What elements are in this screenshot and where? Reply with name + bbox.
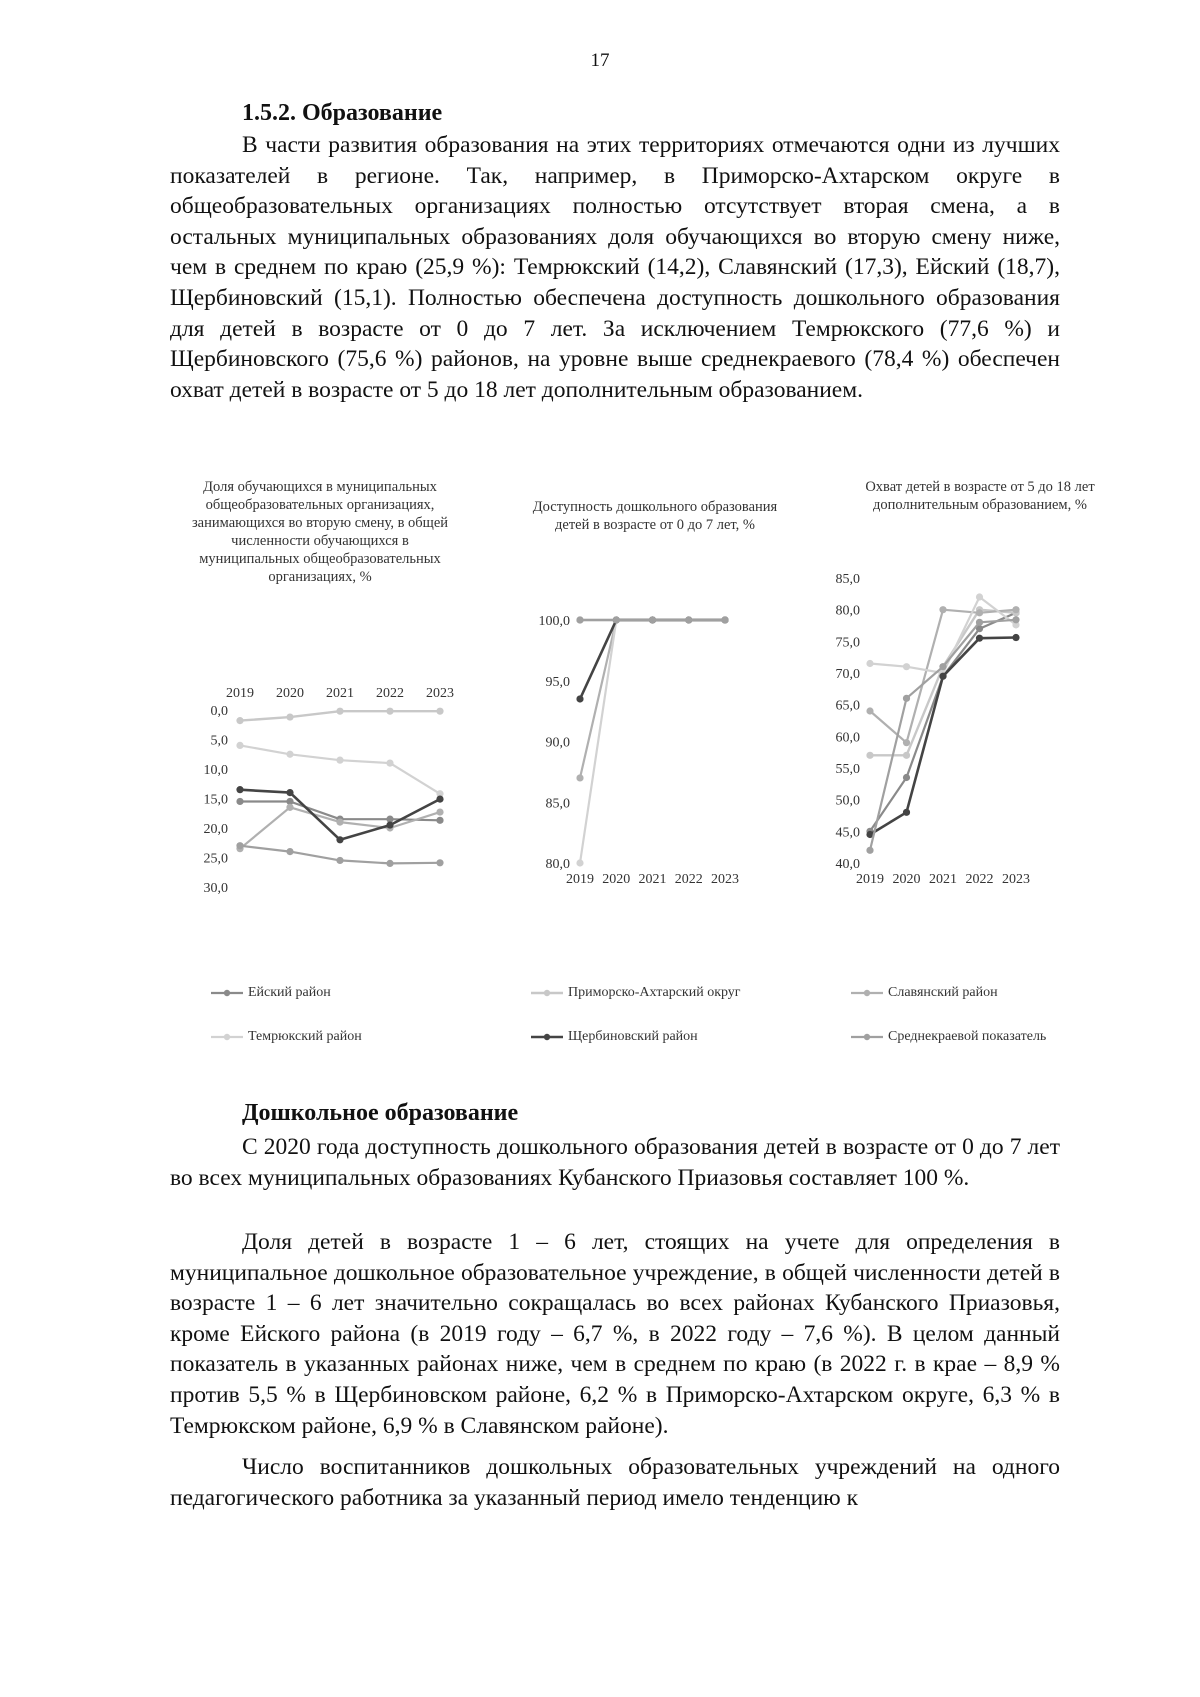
legend-swatch-shcherbinovsk — [530, 1031, 564, 1043]
chart2-ytick-label: 65,0 — [835, 698, 860, 714]
chart0-xtick-label: 2023 — [426, 686, 454, 701]
chart2-xtick-label: 2021 — [929, 872, 957, 887]
chart2-data-point-щербиновский-район — [939, 673, 946, 680]
chart2-data-point-среднекраевой-показатель — [903, 695, 910, 702]
chart1-data-point-среднекраевой-показатель — [685, 616, 692, 623]
chart2-series-line-приморско-ахтарский-округ — [870, 610, 1016, 756]
chart0-xtick-label: 2020 — [276, 686, 304, 701]
chart0-data-point-щербиновский-район — [336, 836, 343, 843]
chart2-data-point-славянский-район — [976, 609, 983, 616]
chart2-data-point-среднекраевой-показатель — [976, 619, 983, 626]
legend-item-slavyansk — [850, 985, 998, 1001]
legend-item-yeysk — [210, 985, 331, 1001]
legend-swatch-marker — [544, 990, 550, 996]
chart1-data-point-среднекраевой-показатель — [649, 616, 656, 623]
chart2-data-point-среднекраевой-показатель — [1012, 616, 1019, 623]
chart2-ytick-label: 50,0 — [835, 793, 860, 809]
subheading-preschool: Дошкольное образование — [242, 1100, 519, 1126]
legend-label-slavyansk: Славянский район — [888, 985, 998, 1000]
chart2-ytick-label: 45,0 — [835, 825, 860, 841]
legend-label-regional-average: Среднекраевой показатель — [888, 1029, 1047, 1044]
legend-item-regional-average — [850, 1029, 1046, 1045]
chart1-series-line-славянский-район — [580, 620, 725, 778]
legend-label-yeysk: Ейский район — [248, 985, 331, 1000]
chart1-xtick-label: 2020 — [602, 872, 631, 887]
chart1-data-point-темрюкский-район — [576, 859, 583, 866]
chart0-data-point-среднекраевой-показатель — [386, 860, 393, 867]
chart0-data-point-славянский-район — [286, 804, 293, 811]
chart-second-shift-title: Доля обучающихся в муниципальных общеобразовательных организациях, занимающихся во вторую смену, в общей численности обучающихся в муниципальных общеобразовательных организациях, % — [191, 479, 449, 585]
legend-item-temryuk — [210, 1029, 362, 1045]
chart1-ytick-label: 95,0 — [545, 674, 570, 690]
chart2-data-point-славянский-район — [903, 739, 910, 746]
chart2-ytick-label: 80,0 — [835, 603, 860, 619]
paragraph-queue-share: Доля детей в возрасте 1 – 6 лет, стоящих на учете для определения в муниципальное дошкольное образовательное учреждение, в общей численности детей в возрасте 1 – 6 лет значительно сокращалась во всех районах Кубанского Приазовья, кроме Ейского района (в 2019 году – 6,7 %, в 2022 году – 7,6 %). В целом данный показатель в указанных районах ниже, чем в среднем по краю (в 2022 г. в крае – 8,9 % против 5,5 % в Щербиновском районе, 6,2 % в Приморско-Ахтарском округе, 6,3 % в Темрюкском районе, 6,9 % в Славянском районе). — [170, 1229, 1060, 1439]
legend-label-shcherbinovsk: Щербиновский район — [568, 1029, 698, 1044]
legend-swatch-marker — [864, 1034, 870, 1040]
chart0-data-point-приморско-ахтарский-округ — [386, 708, 393, 715]
chart2-xtick-label: 2019 — [856, 872, 884, 887]
chart0-ytick-label: 15,0 — [203, 792, 228, 808]
chart2-xtick-label: 2022 — [965, 872, 994, 887]
chart0-data-point-щербиновский-район — [386, 821, 393, 828]
chart0-data-point-приморско-ахтарский-округ — [236, 717, 243, 724]
chart0-data-point-среднекраевой-показатель — [286, 848, 293, 855]
chart2-data-point-ейский-район — [903, 774, 910, 781]
chart2-data-point-щербиновский-район — [976, 635, 983, 642]
legend-item-primorsko-akhtarsk — [530, 985, 741, 1001]
chart2-ytick-label: 55,0 — [835, 762, 860, 777]
chart2-data-point-среднекраевой-показатель — [866, 847, 873, 854]
chart2-data-point-темрюкский-район — [976, 593, 983, 600]
legend-label-primorsko-akhtarsk: Приморско-Ахтарский округ — [568, 985, 741, 1000]
chart0-ytick-label: 20,0 — [203, 822, 228, 837]
chart2-series-line-среднекраевой-показатель — [870, 620, 1016, 851]
paragraph-pupils-per-teacher: Число воспитанников дошкольных образовательных учреждений на одного педагогического работника за указанный период имело тенденцию к — [170, 1454, 1060, 1511]
chart-preschool-access-plot — [520, 600, 790, 910]
chart1-xtick-label: 2019 — [566, 872, 594, 887]
chart2-data-point-щербиновский-район — [903, 809, 910, 816]
chart0-data-point-приморско-ахтарский-округ — [336, 708, 343, 715]
chart1-xtick-label: 2023 — [711, 872, 739, 887]
paragraph-preschool-access: С 2020 года доступность дошкольного образования детей в возрасте от 0 до 7 лет во всех муниципальных образованиях Кубанского Приазовья составляет 100 %. — [170, 1134, 1060, 1191]
legend-swatch-marker — [224, 990, 230, 996]
chart0-ytick-label: 25,0 — [203, 851, 228, 867]
chart0-data-point-ейский-район — [236, 798, 243, 805]
chart0-data-point-темрюкский-район — [286, 751, 293, 758]
chart0-series-line-щербиновский-район — [240, 790, 440, 840]
chart2-ytick-label: 60,0 — [835, 730, 860, 746]
chart2-data-point-приморско-ахтарский-округ — [903, 752, 910, 759]
legend-swatch-temryuk — [210, 1031, 244, 1043]
chart0-xtick-label: 2022 — [376, 686, 404, 701]
paragraph-intro: В части развития образования на этих территориях отмечаются одни из лучших показателей в регионе. Так, например, в Приморско-Ахтарском округе в общеобразовательных организациях полностью отсутствует вторая смена, а в остальных муниципальных образованиях доля обучающихся во вторую смену ниже, чем в среднем по краю (25,9 %): Темрюкский (14,2), Славянский (17,3), Ейский (18,7), Щербиновский (15,1). Полностью обеспечена доступность дошкольного образования для детей в возрасте от 0 до 7 лет. За исключением Темрюкского (77,6 %) и Щербиновского (75,6 %) районов, на уровне выше среднекраевого (78,4 %) обеспечен охват детей в возрасте от 5 до 18 лет дополнительным образованием. — [170, 132, 1060, 403]
chart1-xtick-label: 2022 — [674, 872, 703, 887]
chart1-data-point-щербиновский-район — [576, 695, 583, 702]
chart0-ytick-label: 5,0 — [210, 733, 228, 749]
chart2-data-point-среднекраевой-показатель — [939, 663, 946, 670]
chart0-data-point-щербиновский-район — [286, 789, 293, 796]
legend-swatch-slavyansk — [850, 987, 884, 999]
chart0-ytick-label: 30,0 — [203, 881, 228, 896]
legend-swatch-primorsko-akhtarsk — [530, 987, 564, 999]
chart2-xtick-label: 2020 — [892, 872, 921, 887]
legend-swatch-regional-average — [850, 1031, 884, 1043]
chart0-data-point-темрюкский-район — [336, 757, 343, 764]
chart1-ytick-label: 90,0 — [545, 735, 570, 751]
chart-additional-education-title: Охват детей в возрасте от 5 до 18 лет дополнительным образованием, % — [865, 479, 1095, 513]
chart0-ytick-label: 10,0 — [203, 763, 228, 778]
chart0-data-point-славянский-район — [436, 808, 443, 815]
chart1-data-point-среднекраевой-показатель — [576, 616, 583, 623]
chart2-ytick-label: 85,0 — [835, 572, 860, 587]
chart0-data-point-среднекраевой-показатель — [336, 857, 343, 864]
chart2-ytick-label: 40,0 — [835, 857, 860, 872]
chart0-data-point-славянский-район — [336, 819, 343, 826]
legend-swatch-marker — [224, 1034, 230, 1040]
legend-swatch-marker — [544, 1034, 550, 1040]
chart1-ytick-label: 100,0 — [538, 614, 570, 629]
chart0-data-point-темрюкский-район — [236, 742, 243, 749]
chart2-data-point-приморско-ахтарский-округ — [866, 752, 873, 759]
chart0-series-line-темрюкский-район — [240, 745, 440, 793]
chart-preschool-access-title: Доступность дошкольного образования детей в возрасте от 0 до 7 лет, % — [532, 499, 778, 533]
section-heading: 1.5.2. Образование — [242, 100, 443, 126]
chart2-data-point-славянский-район — [866, 707, 873, 714]
chart1-xtick-label: 2021 — [638, 872, 667, 887]
chart-second-shift-plot — [170, 680, 490, 910]
chart0-data-point-темрюкский-район — [386, 760, 393, 767]
legend-swatch-marker — [864, 990, 870, 996]
legend-swatch-yeysk — [210, 987, 244, 999]
chart2-series-line-ейский-район — [870, 613, 1016, 832]
chart0-ytick-label: 0,0 — [210, 704, 228, 719]
chart1-series-line-темрюкский-район — [580, 620, 725, 863]
chart1-data-point-среднекраевой-показатель — [613, 616, 620, 623]
chart2-data-point-щербиновский-район — [1012, 634, 1019, 641]
chart1-data-point-среднекраевой-показатель — [721, 616, 728, 623]
chart0-data-point-приморско-ахтарский-округ — [436, 708, 443, 715]
chart0-data-point-приморско-ахтарский-округ — [286, 713, 293, 720]
chart2-xtick-label: 2023 — [1002, 872, 1030, 887]
chart2-data-point-темрюкский-район — [866, 660, 873, 667]
chart0-data-point-ейский-район — [436, 817, 443, 824]
chart2-data-point-славянский-район — [939, 606, 946, 613]
legend-item-shcherbinovsk — [530, 1029, 698, 1045]
legend-label-temryuk: Темрюкский район — [248, 1029, 362, 1044]
chart2-data-point-славянский-район — [1012, 606, 1019, 613]
chart2-data-point-темрюкский-район — [903, 663, 910, 670]
chart0-data-point-среднекраевой-показатель — [436, 859, 443, 866]
chart0-xtick-label: 2021 — [326, 686, 354, 701]
chart0-data-point-среднекраевой-показатель — [236, 842, 243, 849]
chart2-ytick-label: 70,0 — [835, 667, 860, 682]
chart1-ytick-label: 85,0 — [545, 796, 570, 812]
page-number: 17 — [590, 50, 610, 71]
chart0-data-point-щербиновский-район — [436, 795, 443, 802]
chart0-data-point-щербиновский-район — [236, 786, 243, 793]
chart-legend — [210, 985, 1130, 1055]
chart-additional-education-plot — [830, 572, 1130, 910]
chart1-ytick-label: 80,0 — [545, 857, 570, 872]
chart2-ytick-label: 75,0 — [835, 635, 860, 651]
chart1-data-point-славянский-район — [576, 774, 583, 781]
chart0-xtick-label: 2019 — [226, 686, 254, 701]
